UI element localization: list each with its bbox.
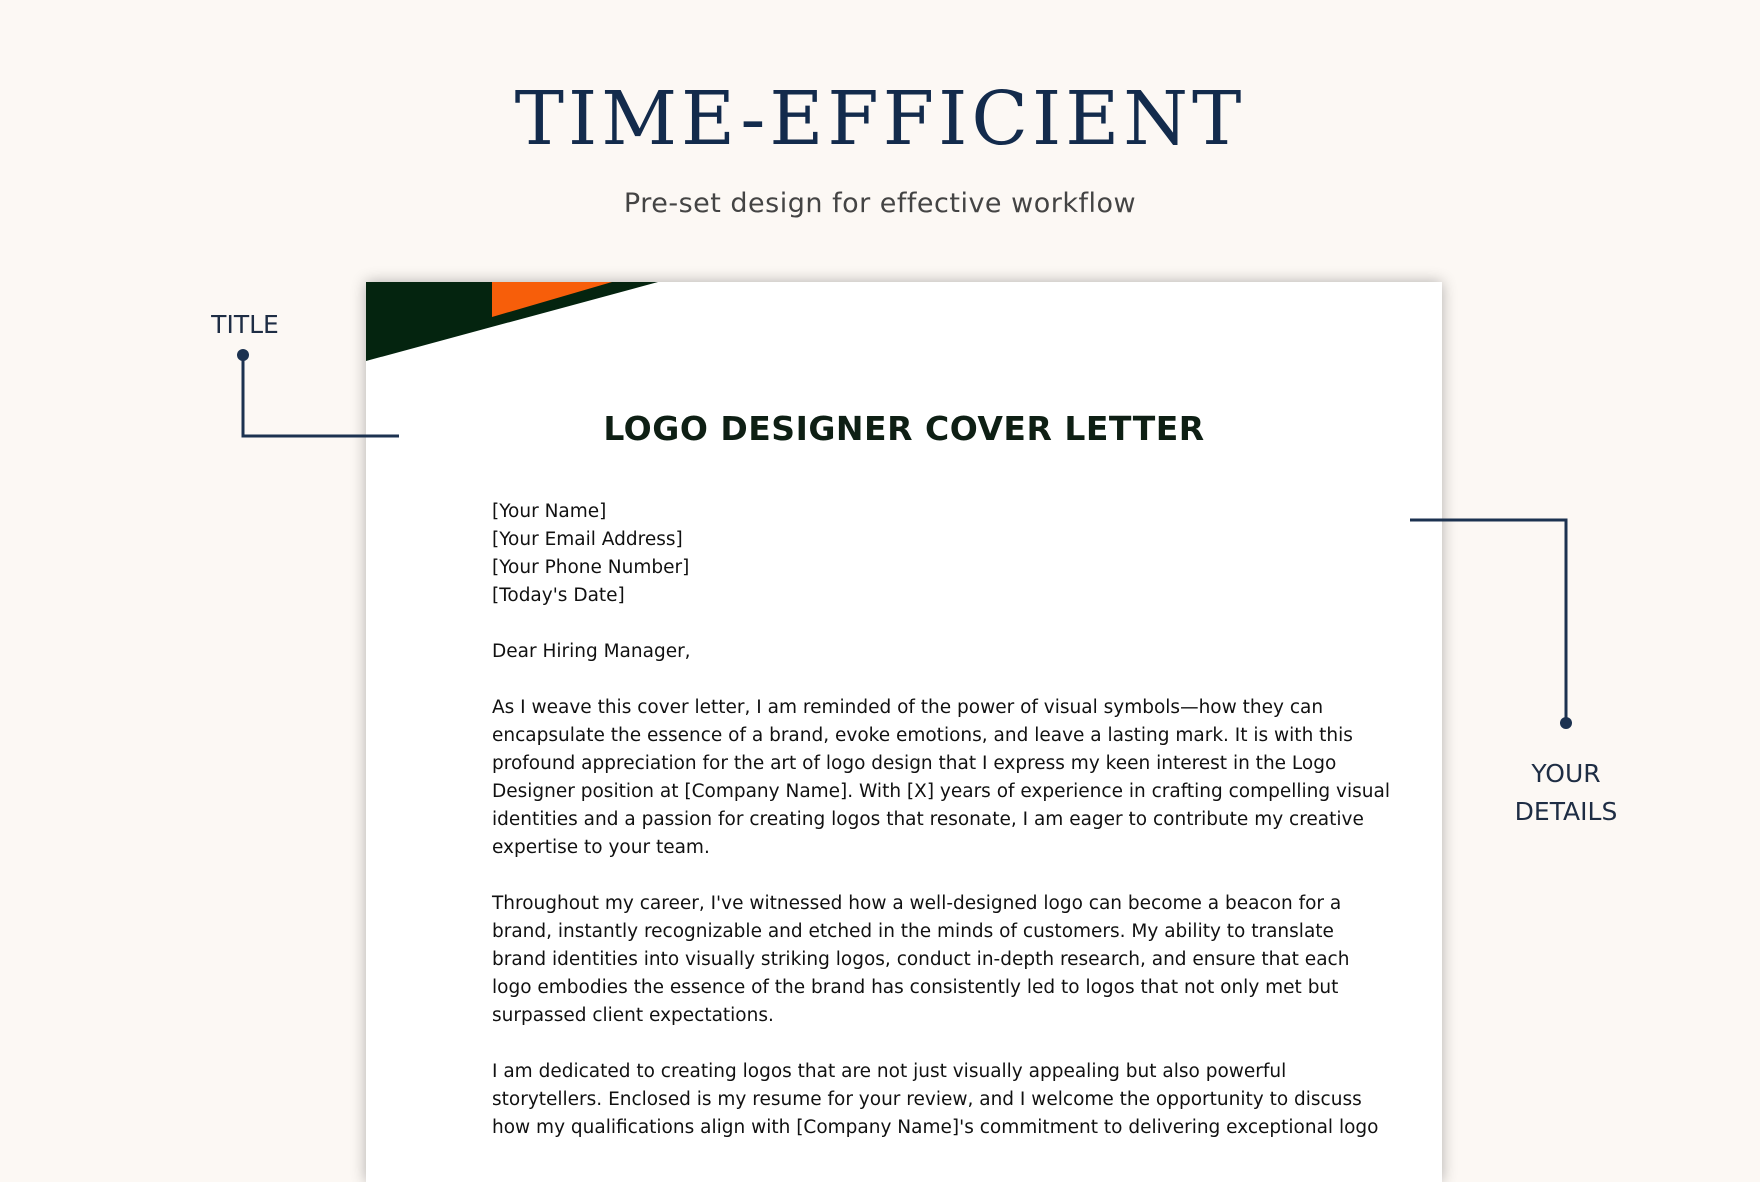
paragraph-line: storytellers. Enclosed is my resume for your review, and I welcome the opportunity to discuss <box>492 1089 1362 1110</box>
callout-details-line2: DETAILS <box>1514 797 1618 826</box>
callout-title-label: TITLE <box>211 310 279 339</box>
paragraph-line: As I weave this cover letter, I am reminded of the power of visual symbols—how they can <box>492 697 1324 718</box>
page-subheadline: Pre-set design for effective workflow <box>623 188 1137 219</box>
paragraph-line: surpassed client expectations. <box>492 1005 774 1026</box>
paragraph-line: profound appreciation for the art of logo design that I express my keen interest in the Logo <box>492 753 1337 774</box>
paragraph-2 <box>492 890 1350 1030</box>
corner-decoration <box>366 282 666 367</box>
paragraph-line: how my qualifications align with [Company Name]'s commitment to delivering exceptional logo <box>492 1117 1379 1138</box>
document-title: LOGO DESIGNER COVER LETTER <box>603 409 1205 448</box>
paragraph-line: Throughout my career, I've witnessed how a well-designed logo can become a beacon for a <box>492 893 1342 914</box>
paragraph-line: Designer position at [Company Name]. With [X] years of experience in crafting compelling visual <box>492 781 1390 802</box>
document-body <box>492 498 1390 1142</box>
paragraph-line: identities and a passion for creating logos that resonate, I am eager to contribute my creative <box>492 809 1364 830</box>
document-page <box>366 282 1442 1182</box>
details-connector-dot <box>1560 717 1572 729</box>
paragraph-line: brand identities into visually striking logos, conduct in-depth research, and ensure that each <box>492 949 1350 970</box>
sender-phone: [Your Phone Number] <box>492 557 690 578</box>
paragraph-line: logo embodies the essence of the brand has consistently led to logos that not only met but <box>492 977 1339 998</box>
salutation: Dear Hiring Manager, <box>492 641 691 662</box>
paragraph-1 <box>492 694 1390 862</box>
callout-details-label <box>1496 755 1636 831</box>
sender-email: [Your Email Address] <box>492 529 683 550</box>
paragraph-3 <box>492 1058 1379 1142</box>
callout-details-line1: YOUR <box>1531 759 1601 788</box>
sender-name: [Your Name] <box>492 501 607 522</box>
paragraph-line: expertise to your team. <box>492 837 710 858</box>
page-headline: TIME-EFFICIENT <box>514 76 1246 162</box>
sender-date: [Today's Date] <box>492 585 625 606</box>
corner-orange-shape <box>492 282 612 317</box>
paragraph-line: brand, instantly recognizable and etched in the minds of customers. My ability to translate <box>492 921 1334 942</box>
paragraph-line: encapsulate the essence of a brand, evoke emotions, and leave a lasting mark. It is with this <box>492 725 1353 746</box>
title-connector-dot <box>237 349 249 361</box>
paragraph-line: I am dedicated to creating logos that are not just visually appealing but also powerful <box>492 1061 1287 1082</box>
